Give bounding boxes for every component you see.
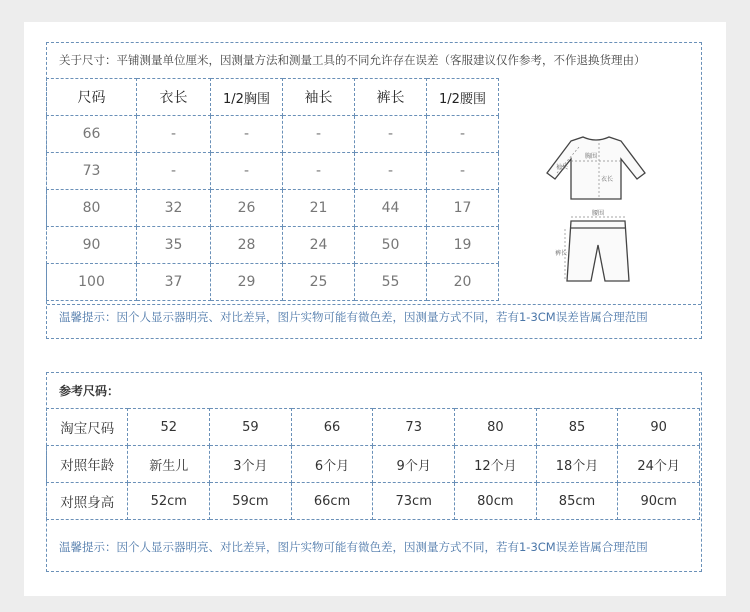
cell-value: 25 <box>283 264 355 301</box>
row-label-taobao-size: 淘宝尺码 <box>47 409 128 446</box>
cell-value: 50 <box>355 227 427 264</box>
cell-value: - <box>427 153 499 190</box>
reference-size-panel <box>46 372 702 572</box>
row-label-age: 对照年龄 <box>47 446 128 483</box>
cell-value: 18个月 <box>536 446 618 483</box>
measurement-note: 关于尺寸：平铺测量单位厘米，因测量方法和测量工具的不同允许存在误差（客服建议仅作参考，不作退换货理由） <box>59 53 646 67</box>
table-row <box>47 264 499 301</box>
cell-value: - <box>211 153 283 190</box>
tip-text: 温馨提示：因个人显示器明亮、对比差异，图片实物可能有微色差，因测量方式不同，若有1-3CM误差皆属合理范围 <box>59 310 648 324</box>
cell-value: 20 <box>427 264 499 301</box>
cell-value: 21 <box>283 190 355 227</box>
header-half-chest: 1/2胸围 <box>211 79 283 116</box>
cell-value: 73cm <box>373 483 455 520</box>
size-table-header <box>47 79 499 116</box>
cell-value: - <box>355 153 427 190</box>
header-half-waist: 1/2腰围 <box>427 79 499 116</box>
cell-size: 66 <box>47 116 137 153</box>
size-table <box>46 78 499 301</box>
reference-size-table <box>46 408 700 520</box>
pants-label-waist: 腰围 <box>592 210 605 217</box>
divider <box>47 304 701 305</box>
row-label-height: 对照身高 <box>47 483 128 520</box>
table-row <box>47 116 499 153</box>
cell-value: 44 <box>355 190 427 227</box>
cell-value: - <box>137 116 211 153</box>
cell-value: 59cm <box>210 483 292 520</box>
table-row <box>47 409 700 446</box>
cell-value: 9个月 <box>373 446 455 483</box>
cell-size: 80 <box>47 190 137 227</box>
cell-value: 24 <box>283 227 355 264</box>
table-row <box>47 483 700 520</box>
cell-size: 100 <box>47 264 137 301</box>
cell-value: 52 <box>128 409 210 446</box>
cell-value: 32 <box>137 190 211 227</box>
cell-value: 80 <box>455 409 537 446</box>
cell-value: 73 <box>373 409 455 446</box>
cell-value: 52cm <box>128 483 210 520</box>
cell-value: 28 <box>211 227 283 264</box>
cell-value: 90cm <box>618 483 700 520</box>
tip-text: 温馨提示：因个人显示器明亮、对比差异，图片实物可能有微色差，因测量方式不同，若有1-3CM误差皆属合理范围 <box>59 540 648 554</box>
cell-value: - <box>137 153 211 190</box>
cell-value: 19 <box>427 227 499 264</box>
size-table-panel <box>46 42 702 339</box>
reference-title: 参考尺码： <box>59 384 120 398</box>
header-size: 尺码 <box>47 79 137 116</box>
cell-value: 12个月 <box>455 446 537 483</box>
cell-value: 新生儿 <box>128 446 210 483</box>
cell-value: 80cm <box>455 483 537 520</box>
pants-icon <box>567 221 629 281</box>
table-row <box>47 190 499 227</box>
shirt-label-chest: 胸围 <box>585 153 598 160</box>
cell-value: - <box>283 116 355 153</box>
cell-value: - <box>283 153 355 190</box>
cell-value: 24个月 <box>618 446 700 483</box>
cell-size: 90 <box>47 227 137 264</box>
cell-value: - <box>427 116 499 153</box>
table-row <box>47 227 499 264</box>
cell-value: 29 <box>211 264 283 301</box>
cell-value: 59 <box>210 409 292 446</box>
shirt-label-length: 衣长 <box>601 176 614 183</box>
cell-size: 73 <box>47 153 137 190</box>
table-row <box>47 153 499 190</box>
cell-value: 85cm <box>536 483 618 520</box>
header-sleeve: 袖长 <box>283 79 355 116</box>
cell-value: - <box>211 116 283 153</box>
cell-value: - <box>355 116 427 153</box>
table-row <box>47 446 700 483</box>
cell-value: 66 <box>291 409 373 446</box>
cell-value: 66cm <box>291 483 373 520</box>
cell-value: 90 <box>618 409 700 446</box>
cell-value: 85 <box>536 409 618 446</box>
cell-value: 26 <box>211 190 283 227</box>
cell-value: 17 <box>427 190 499 227</box>
size-chart-page <box>24 22 726 596</box>
pants-label-length: 裤长 <box>555 250 568 257</box>
cell-value: 3个月 <box>210 446 292 483</box>
cell-value: 35 <box>137 227 211 264</box>
cell-value: 6个月 <box>291 446 373 483</box>
header-pants-length: 裤长 <box>355 79 427 116</box>
shirt-label-sleeve: 袖长 <box>556 164 569 171</box>
cell-value: 37 <box>137 264 211 301</box>
cell-value: 55 <box>355 264 427 301</box>
garment-measure-illustration <box>541 133 651 293</box>
header-length: 衣长 <box>137 79 211 116</box>
